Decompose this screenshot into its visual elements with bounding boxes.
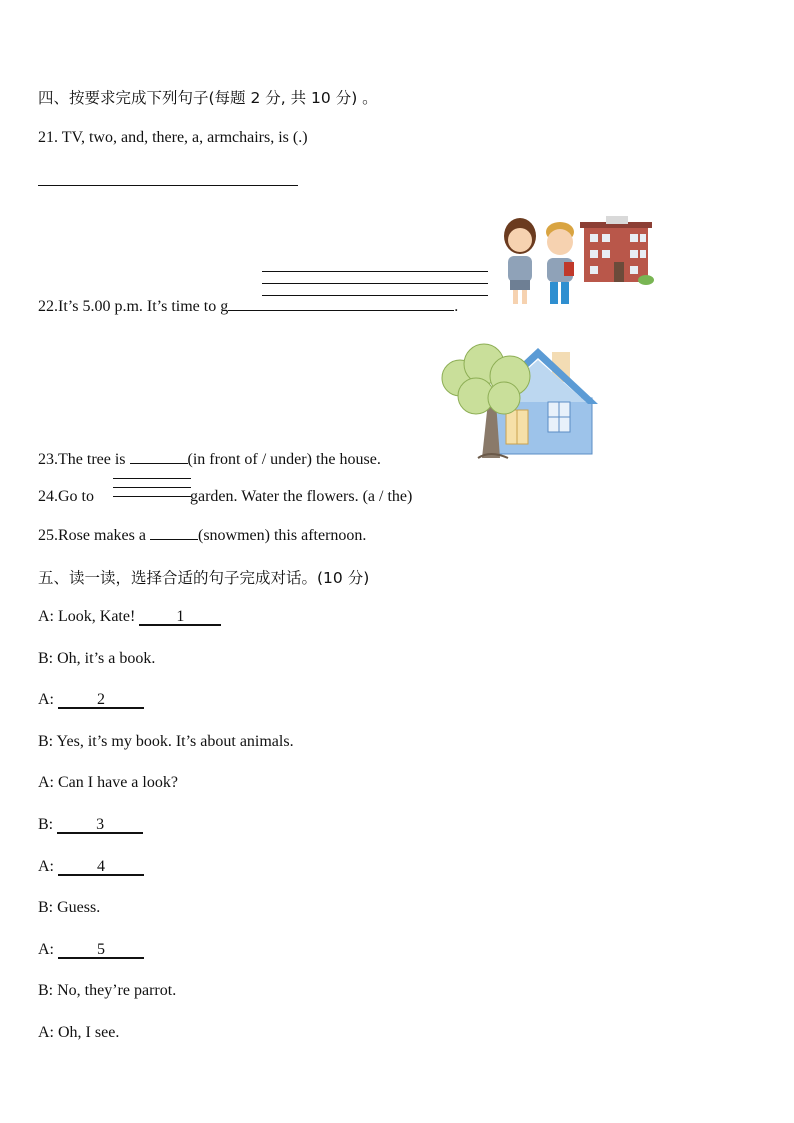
writing-line-24-1[interactable] xyxy=(113,478,191,479)
question-25-suffix: (snowmen) this afternoon. xyxy=(197,527,367,544)
answer-line-22[interactable] xyxy=(228,297,454,311)
speaker: B: xyxy=(38,982,54,999)
section-4-heading: 四、按要求完成下列句子(每题 2 分, 共 10 分) 。 xyxy=(38,89,378,107)
speaker: A: xyxy=(38,774,54,791)
school-building-icon xyxy=(580,216,654,285)
dialogue-text: Look, Kate! xyxy=(58,608,136,625)
writing-line-1[interactable] xyxy=(262,271,488,272)
dialogue-line-5 xyxy=(38,774,178,792)
question-21: 21. TV, two, and, there, a, armchairs, is (.) xyxy=(38,129,308,146)
dialogue-text: Oh, it’s a book. xyxy=(57,650,156,667)
answer-blank-2[interactable]: 2 xyxy=(58,692,144,709)
speaker: A: xyxy=(38,691,54,708)
speaker: A: xyxy=(38,858,54,875)
answer-blank-23[interactable] xyxy=(130,449,188,464)
answer-blank-4[interactable]: 4 xyxy=(58,859,144,876)
section-5-heading: 五、读一读，选择合适的句子完成对话。(10 分) xyxy=(38,569,370,587)
children-school-illustration xyxy=(498,212,658,312)
question-25-prefix: 25.Rose makes a xyxy=(38,527,150,544)
writing-line-3[interactable] xyxy=(262,295,488,296)
question-25 xyxy=(38,525,366,545)
question-22 xyxy=(38,297,458,316)
speaker: B: xyxy=(38,733,54,750)
dialogue-line-10 xyxy=(38,982,176,1000)
question-24-prefix: 24.Go to xyxy=(38,488,94,505)
answer-line-21[interactable] xyxy=(38,185,298,186)
dialogue-line-11 xyxy=(38,1024,119,1042)
question-24-suffix: garden. Water the flowers. (a / the) xyxy=(190,488,413,505)
speaker: B: xyxy=(38,650,54,667)
dialogue-line-1 xyxy=(38,608,221,626)
question-23-prefix: 23.The tree is xyxy=(38,451,130,468)
dialogue-text: Oh, I see. xyxy=(58,1024,120,1041)
dialogue-text: Can I have a look? xyxy=(58,774,178,791)
question-22-suffix: . xyxy=(454,298,459,315)
dialogue-line-9 xyxy=(38,941,144,959)
speaker: A: xyxy=(38,608,54,625)
question-23 xyxy=(38,449,381,469)
dialogue-line-3 xyxy=(38,691,144,709)
dialogue-text: Guess. xyxy=(57,899,101,916)
question-24 xyxy=(38,488,412,506)
question-22-prefix: 22.It’s 5.00 p.m. It’s time to g xyxy=(38,298,229,315)
dialogue-line-4 xyxy=(38,733,294,751)
answer-blank-3[interactable]: 3 xyxy=(57,817,143,834)
answer-blank-1[interactable]: 1 xyxy=(139,609,221,626)
dialogue-line-2 xyxy=(38,650,155,668)
dialogue-text: No, they’re parrot. xyxy=(57,982,177,999)
speaker: B: xyxy=(38,899,54,916)
boy-icon xyxy=(546,222,574,304)
dialogue-text: Yes, it’s my book. It’s about animals. xyxy=(56,733,294,750)
dialogue-line-7 xyxy=(38,858,144,876)
speaker: A: xyxy=(38,1024,54,1041)
writing-line-2[interactable] xyxy=(262,283,488,284)
answer-blank-5[interactable]: 5 xyxy=(58,942,144,959)
speaker: B: xyxy=(38,816,54,833)
girl-icon xyxy=(504,218,536,304)
speaker: A: xyxy=(38,941,54,958)
dialogue-line-8 xyxy=(38,899,100,917)
tree-house-illustration xyxy=(438,346,598,464)
answer-blank-25[interactable] xyxy=(150,525,198,540)
dialogue-line-6 xyxy=(38,816,143,834)
question-23-suffix: (in front of / under) the house. xyxy=(187,451,381,468)
